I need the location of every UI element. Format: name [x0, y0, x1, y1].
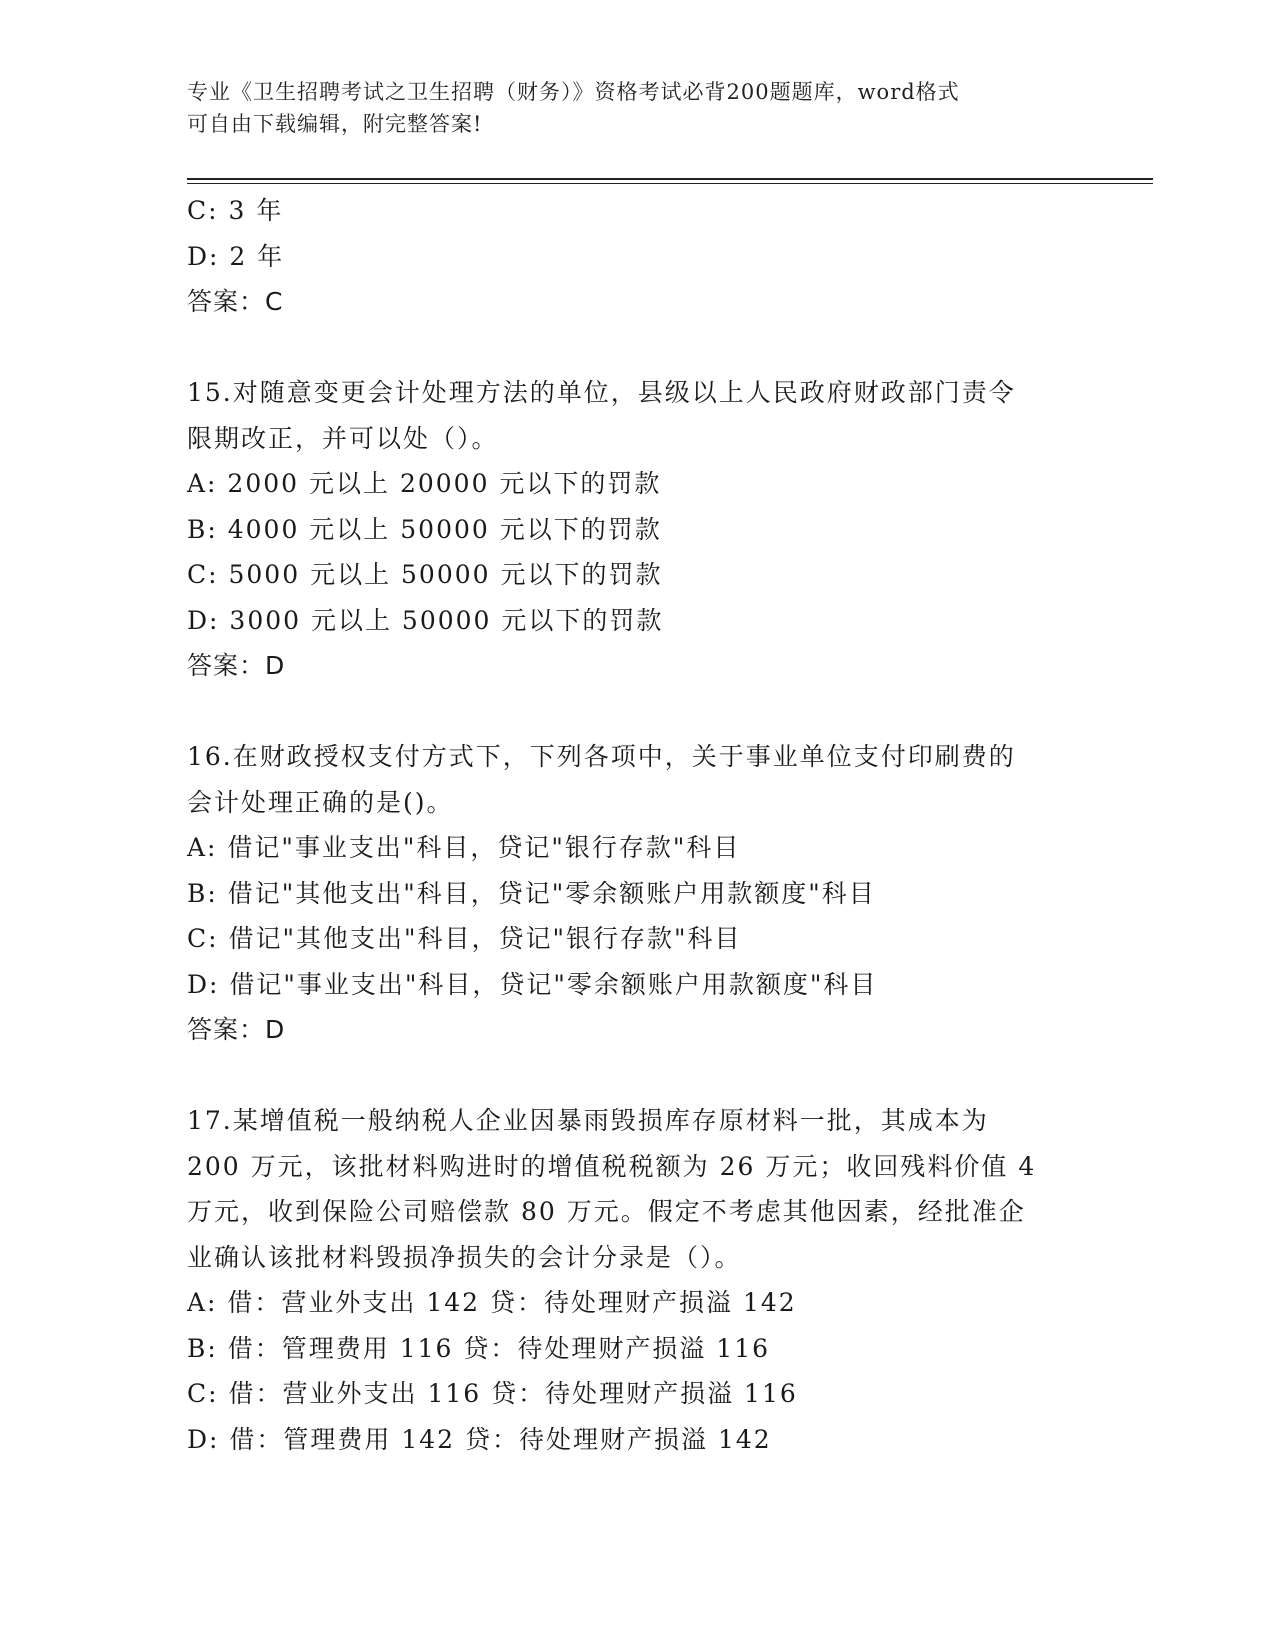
header-title-line-1: 专业《卫生招聘考试之卫生招聘（财务）》资格考试必背200题题库，word格式 — [187, 80, 960, 104]
question-text-line: 15.对随意变更会计处理方法的单位，县级以上人民政府财政部门责令 — [187, 378, 1016, 407]
header-divider-thick — [187, 178, 1153, 180]
option-c: C: 借记"其他支出"科目，贷记"银行存款"科目 — [187, 924, 742, 953]
question-content — [187, 188, 1087, 1462]
question-text-line: 万元，收到保险公司赔偿款 80 万元。假定不考虑其他因素，经批准企 — [187, 1197, 1026, 1226]
answer-line: 答案：C — [187, 287, 284, 316]
question-17 — [187, 1098, 1087, 1462]
option-c: C: 借：营业外支出 116 贷：待处理财产损溢 116 — [187, 1379, 798, 1408]
option-d: D: 借：管理费用 142 贷：待处理财产损溢 142 — [187, 1424, 772, 1454]
header-title-line-2: 可自由下载编辑，附完整答案! — [187, 112, 483, 136]
previous-question-fragment — [187, 188, 1087, 325]
question-text-line: 16.在财政授权支付方式下，下列各项中，关于事业单位支付印刷费的 — [187, 742, 1016, 771]
question-text-line: 业确认该批材料毁损净损失的会计分录是（）。 — [187, 1242, 742, 1272]
answer-line: 答案：D — [187, 1015, 286, 1044]
option-d: D: 借记"事业支出"科目，贷记"零余额账户用款额度"科目 — [187, 969, 878, 999]
option-c: C: 3 年 — [187, 196, 284, 225]
question-15 — [187, 370, 1087, 689]
option-a: A: 借：营业外支出 142 贷：待处理财产损溢 142 — [187, 1288, 797, 1317]
option-b: B: 4000 元以上 50000 元以下的罚款 — [187, 514, 662, 544]
question-16 — [187, 734, 1087, 1053]
question-text-line: 200 万元，该批材料购进时的增值税税额为 26 万元；收回残料价值 4 — [187, 1151, 1037, 1181]
option-b: B: 借：管理费用 116 贷：待处理财产损溢 116 — [187, 1333, 771, 1363]
option-b: B: 借记"其他支出"科目，贷记"零余额账户用款额度"科目 — [187, 878, 876, 908]
header-divider-thin — [187, 183, 1153, 184]
answer-line: 答案：D — [187, 651, 286, 680]
question-text-line: 会计处理正确的是()。 — [187, 787, 454, 817]
option-c: C: 5000 元以上 50000 元以下的罚款 — [187, 560, 663, 589]
document-header — [187, 76, 1067, 140]
question-text-line: 限期改正，并可以处（）。 — [187, 423, 499, 453]
option-d: D: 3000 元以上 50000 元以下的罚款 — [187, 605, 664, 635]
spacer — [187, 1053, 1087, 1099]
question-text-line: 17.某增值税一般纳税人企业因暴雨毁损库存原材料一批，其成本为 — [187, 1106, 989, 1135]
option-a: A: 2000 元以上 20000 元以下的罚款 — [187, 469, 662, 498]
spacer — [187, 325, 1087, 371]
spacer — [187, 689, 1087, 735]
option-d: D: 2 年 — [187, 241, 285, 271]
option-a: A: 借记"事业支出"科目，贷记"银行存款"科目 — [187, 833, 741, 862]
